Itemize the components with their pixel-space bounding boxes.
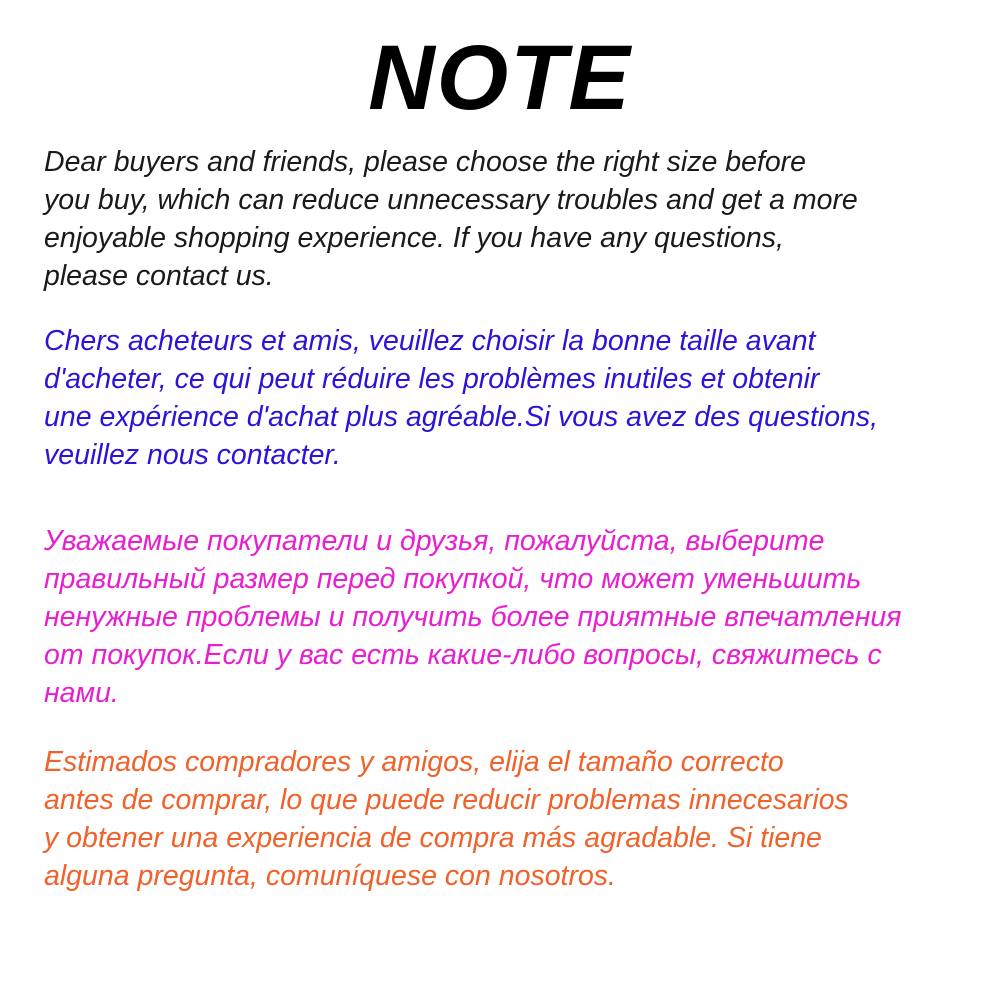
russian-line: нами. [44,677,119,709]
russian-line: Уважаемые покупатели и друзья, пожалуйста, выберите [44,525,825,557]
spanish-line: alguna pregunta, comuníquese con nosotros. [44,860,616,892]
english-line: enjoyable shopping experience. If you have any questions, [44,222,784,254]
french-line: d'acheter, ce qui peut réduire les problèmes inutiles et obtenir [44,363,820,395]
spanish-line: antes de comprar, lo que puede reducir problemas innecesarios [44,784,849,816]
french-line: veuillez nous contacter. [44,439,341,471]
spanish-line: Estimados compradores y amigos, elija el tamaño correcto [44,746,784,778]
french-line: Chers acheteurs et amis, veuillez choisir la bonne taille avant [44,325,816,357]
french-paragraph [44,322,878,474]
english-line: you buy, which can reduce unnecessary troubles and get a more [44,184,858,216]
spanish-paragraph [44,743,849,895]
page-title: NOTE [368,27,632,129]
english-line: please contact us. [44,260,274,292]
russian-line: от покупок.Если у вас есть какие-либо вопросы, свяжитесь с [44,639,882,671]
spanish-line: y obtener una experiencia de compra más agradable. Si tiene [44,822,822,854]
english-line: Dear buyers and friends, please choose the right size before [44,146,807,178]
russian-line: ненужные проблемы и получить более приятные впечатления [44,601,902,633]
russian-paragraph [44,522,902,712]
russian-line: правильный размер перед покупкой, что может уменьшить [44,563,862,595]
french-line: une expérience d'achat plus agréable.Si vous avez des questions, [44,401,879,433]
english-paragraph [44,143,858,295]
